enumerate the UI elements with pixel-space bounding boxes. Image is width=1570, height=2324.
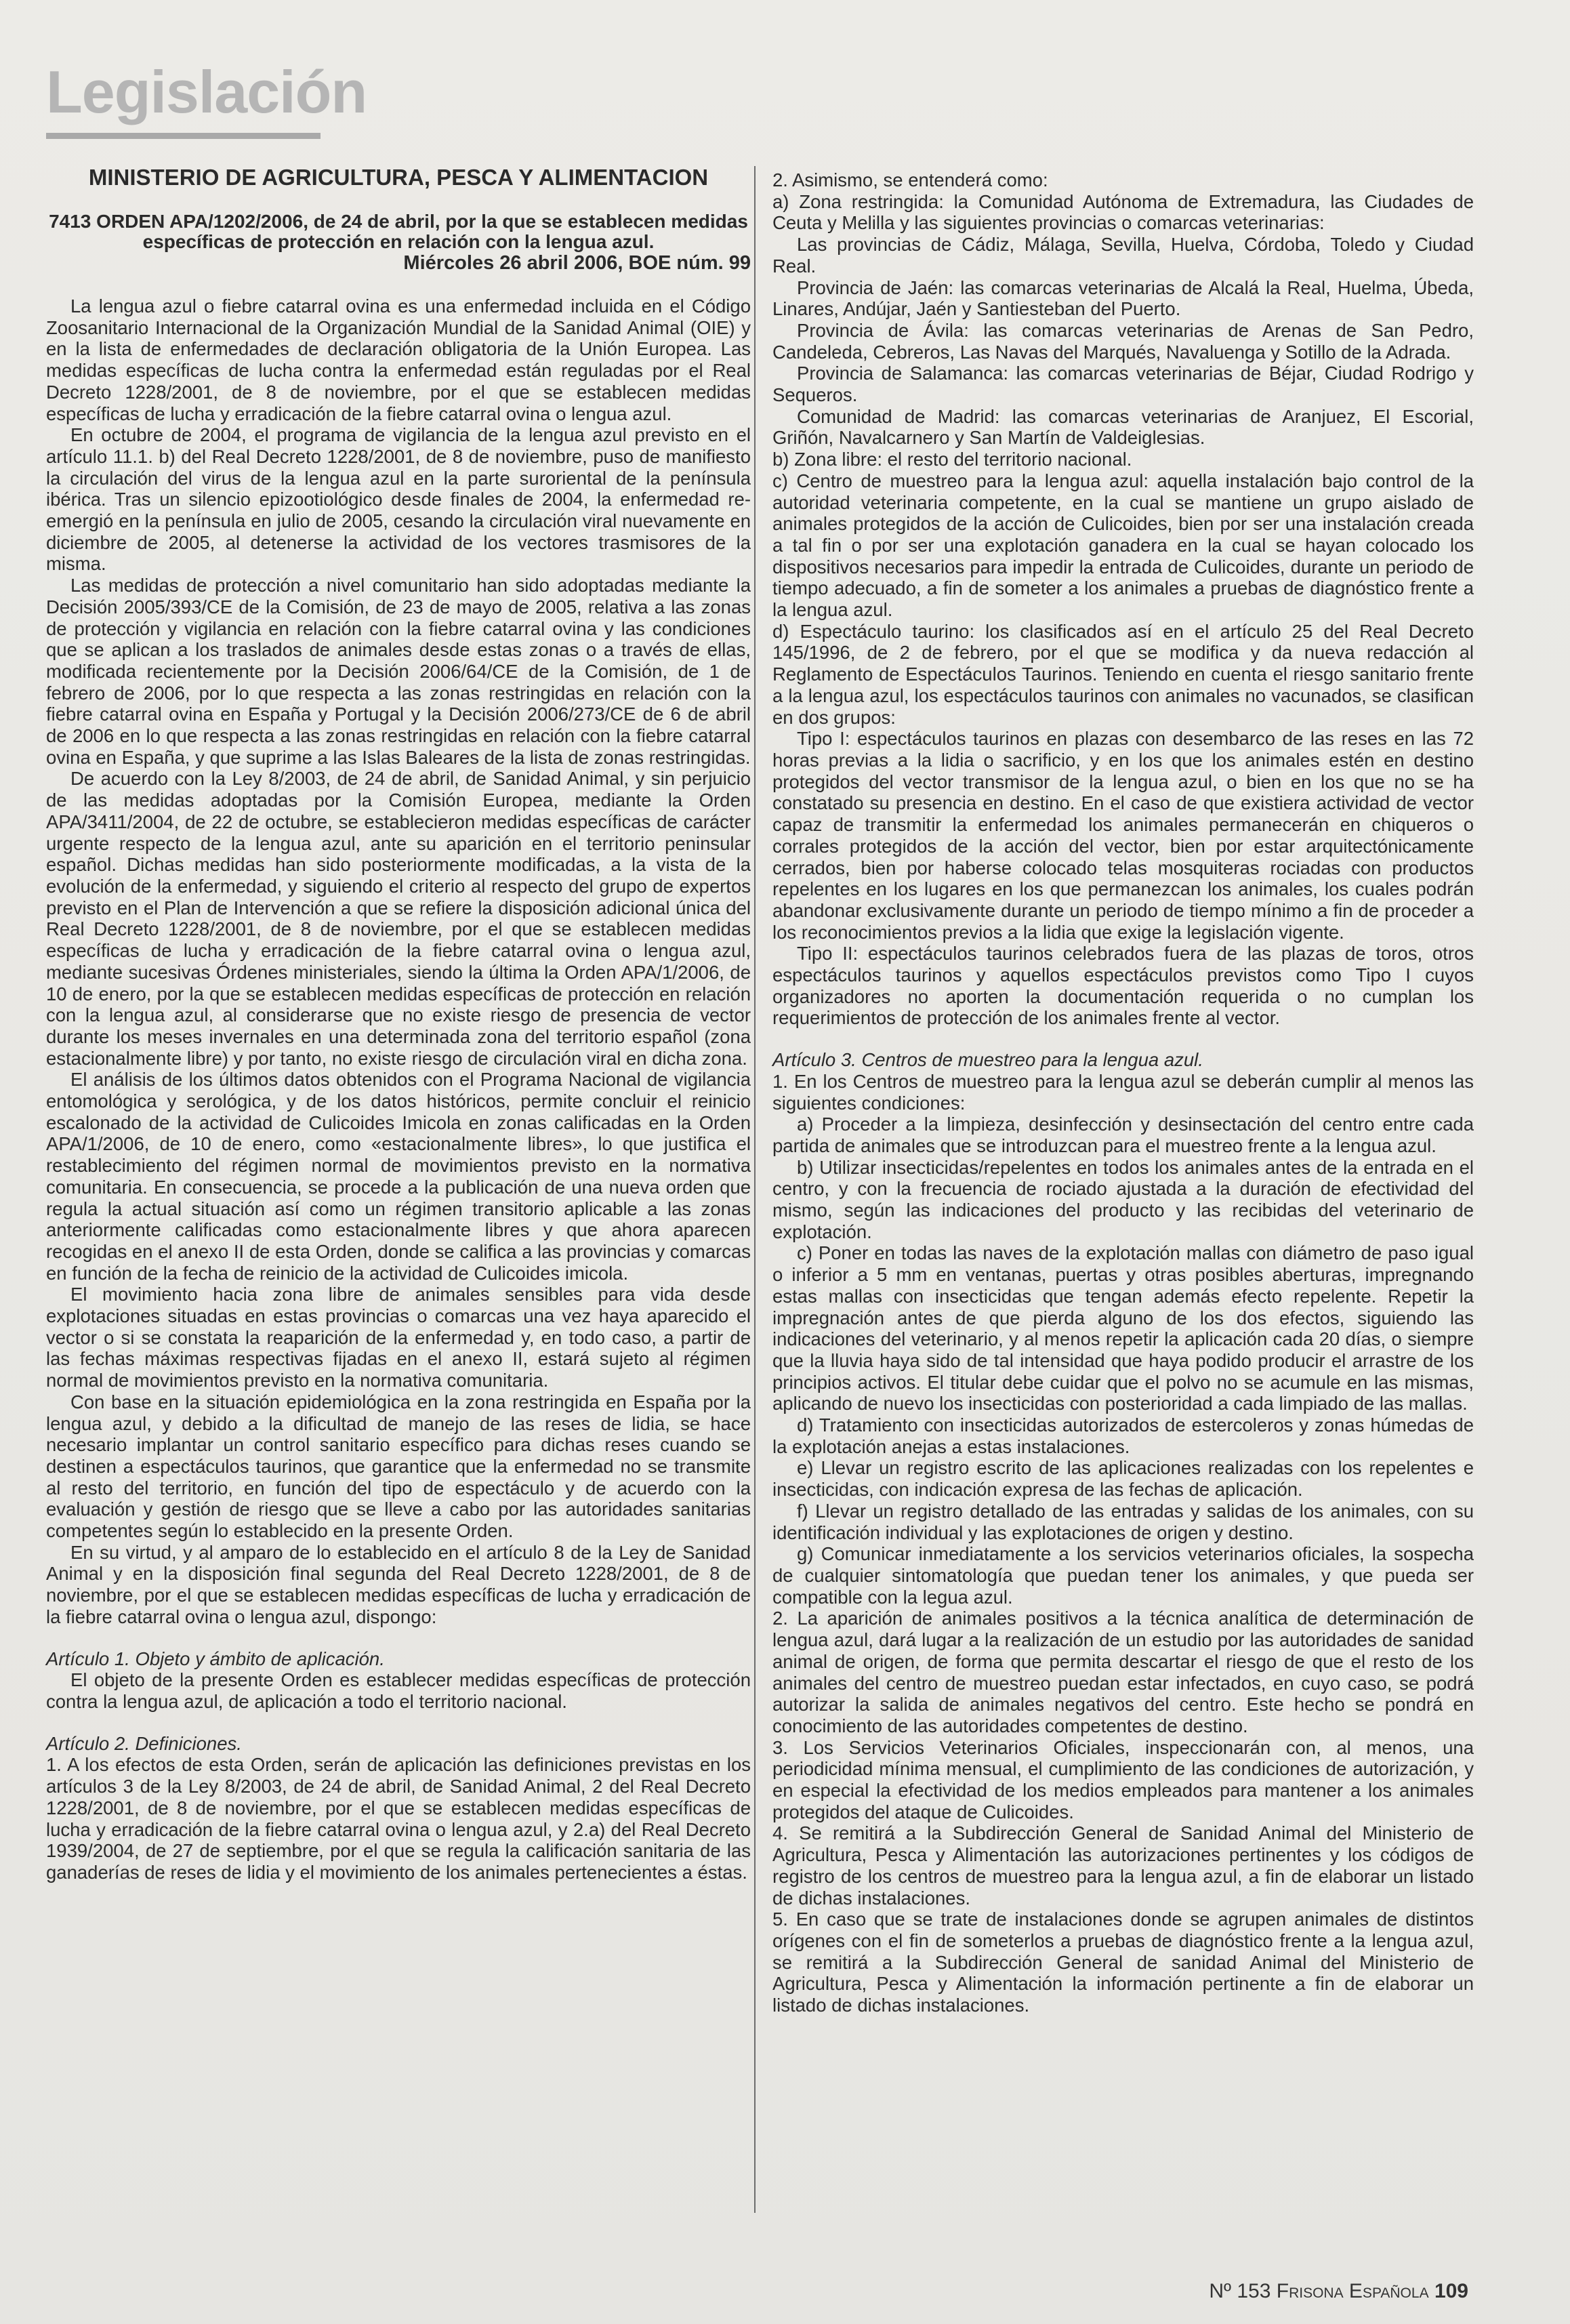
right-paragraph: 2. Asimismo, se entenderá como: bbox=[772, 169, 1048, 190]
order-title: 7413 ORDEN APA/1202/2006, de 24 de abril, por la que se establecen medidas específicas de protección en relación con la lengua azul. bbox=[49, 211, 748, 252]
right-paragraph: 1. En los Centros de muestreo para la lengua azul se deberán cumplir al menos las siguientes condiciones: bbox=[772, 1070, 1474, 1114]
right-paragraph: Tipo II: espectáculos taurinos celebrados fuera de las plazas de toros, otros espectáculos taurinos y aquellos espectáculos previstos como Tipo I cuyos organizadores no aporten la documentación requerida o no cumplan los requerimientos de protección de los animales frente al vector. bbox=[772, 943, 1474, 1029]
left-paragraph: Las medidas de protección a nivel comunitario han sido adoptadas mediante la Decisión 2005/393/CE de la Comisión, de 23 de mayo de 2005, relativa a las zonas de protección y vigilancia en relación con la fiebre catarral ovina y las condiciones que se aplican a los traslados de animales desde estas zonas o a través de ellas, modificada recientemente por la Decisión 2006/64/CE de la Comisión, de 1 de febrero de 2006, por lo que respecta a las zonas restringidas en relación con la fiebre catarral ovina en España y Portugal y la Decisión 2006/273/CE de 6 de abril de 2006 en lo que respecta a las zonas restringidas en relación con la fiebre catarral ovina en España, y que suprime a las Islas Baleares de la lista de zonas restringidas. bbox=[46, 575, 751, 768]
left-paragraph: La lengua azul o fiebre catarral ovina es una enfermedad incluida en el Código Zoosanitario Internacional de la Organización Mundial de la Sanidad Animal (OIE) y en la lista de enfermedades de declaración obligatoria de la Unión Europea. Las medidas específicas de lucha contra la enfermedad están reguladas por el Real Decreto 1228/2001, de 8 de noviembre, por el que se establecen medidas específicas de lucha y erradicación de la fiebre catarral ovina o lengua azul. bbox=[46, 295, 751, 424]
article-heading: Artículo 3. Centros de muestreo para la lengua azul. bbox=[772, 1049, 1203, 1071]
right-paragraph: a) Proceder a la limpieza, desinfección y desinsectación del centro entre cada partida de animales que se introduzcan para el muestreo frente a la lengua azul. bbox=[772, 1114, 1474, 1156]
right-paragraph: Las provincias de Cádiz, Málaga, Sevilla, Huelva, Córdoba, Toledo y Ciudad Real. bbox=[772, 234, 1474, 277]
right-column-body bbox=[772, 169, 1474, 2016]
right-paragraph: d) Tratamiento con insecticidas autorizados de estercoleros y zonas húmedas de la explotación anejas a estas instalaciones. bbox=[772, 1414, 1474, 1457]
left-paragraph: El objeto de la presente Orden es establecer medidas específicas de protección contra la lengua azul, de aplicación a todo el territorio nacional. bbox=[46, 1669, 751, 1712]
left-paragraph: En octubre de 2004, el programa de vigilancia de la lengua azul previsto en el artículo 11.1. b) del Real Decreto 1228/2001, de 8 de noviembre, puso de manifiesto la circulación del virus de la lengua azul en la parte suroriental de la península ibérica. Tras un silencio epizootiológico desde finales de 2004, la enfermedad re-emergió en la península en julio de 2005, cesando la circulación viral nuevamente en diciembre de 2005, al detenerse la actividad de los vectores trasmisores de la misma. bbox=[46, 424, 751, 575]
article-heading: Artículo 2. Definiciones. bbox=[46, 1732, 242, 1754]
right-paragraph: f) Llevar un registro detallado de las entradas y salidas de los animales, con su identificación individual y las explotaciones de origen y destino. bbox=[772, 1500, 1474, 1543]
right-paragraph: 3. Los Servicios Veterinarios Oficiales, inspeccionarán con, al menos, una periodicidad mínima mensual, el cumplimiento de las condiciones de autorización, y en especial la efectividad de los medios empleados para mantener a los animales protegidos del ataque de Culicoides. bbox=[772, 1736, 1474, 1822]
right-paragraph: e) Llevar un registro escrito de las aplicaciones realizadas con los repelentes e insecticidas, con indicación expresa de las fechas de aplicación. bbox=[772, 1457, 1474, 1501]
right-paragraph: c) Centro de muestreo para la lengua azul: aquella instalación bajo control de la autoridad veterinaria competente, en la cual se mantiene un grupo aislado de animales protegidos de la acción de Culicoides, bien por ser una instalación creada a tal fin o por ser una explotación ganadera en la cual se hayan colocado los dispositivos necesarios para impedir la entrada de Culicoides, durante un periodo de tiempo adecuado, a fin de someter a los animales a pruebas de diagnóstico frente a la lengua azul. bbox=[772, 470, 1474, 621]
ministry-heading: MINISTERIO DE AGRICULTURA, PESCA Y ALIMENTACION bbox=[88, 165, 709, 190]
right-paragraph: Provincia de Jaén: las comarcas veterinarias de Alcalá la Real, Huelma, Úbeda, Linares, Andújar, Jaén y Santiesteban del Puerto. bbox=[772, 277, 1474, 320]
right-paragraph: c) Poner en todas las naves de la explotación mallas con diámetro de paso igual o inferior a 5 mm en ventanas, puertas y otras posibles aberturas, impregnando estas mallas con insecticidas que tengan además efecto repelente. Repetir la impregnación antes de que pierda alguno de los dos efectos, siguiendo las indicaciones del veterinario, y al menos repetir la aplicación cada 20 días, o siempre que la lluvia haya sido de tal intensidad que haya podido producir el arrastre de los principios activos. El titular debe cuidar que el polvo no se acumule en las mismas, aplicando de nuevo los insecticidas con posterioridad a cada limpiado de las mallas. bbox=[772, 1242, 1474, 1414]
right-paragraph: Tipo I: espectáculos taurinos en plazas con desembarco de las reses en las 72 horas previas a la lidia o sacrificio, y en los que los animales estén en destino protegidos del vector transmisor de la lengua azul, o bien en los que no se ha constatado su presencia en destino. En el caso de que existiera actividad de vector capaz de transmitir la enfermedad los animales permanecerán en chiqueros o corrales protegidos de la acción del vector, bien por estar arquitectónicamente cerrados, bien por haberse colocado telas mosquiteras rociadas con productos repelentes en los lugares en los que permanezcan los animales, los cuales podrán abandonar exclusivamente durante un periodo de tiempo mínimo a fin de proceder a los reconocimientos previos a la lidia que exige la legislación vigente. bbox=[772, 728, 1474, 943]
left-column-body bbox=[46, 295, 751, 1883]
publication-date: Miércoles 26 abril 2006, BOE núm. 99 bbox=[403, 252, 751, 274]
page-number: 109 bbox=[1434, 2280, 1468, 2302]
issue-number: Nº 153 bbox=[1209, 2280, 1271, 2302]
right-paragraph: b) Zona libre: el resto del territorio nacional. bbox=[772, 449, 1132, 470]
left-paragraph: De acuerdo con la Ley 8/2003, de 24 de abril, de Sanidad Animal, y sin perjuicio de las medidas adoptadas por la Comisión Europea, mediante la Orden APA/3411/2004, de 22 de octubre, se establecieron medidas específicas de carácter urgente respecto de la lengua azul, ante su aparición en el territorio peninsular español. Dichas medidas han sido posteriormente modificadas, a la vista de la evolución de la enfermedad, y siguiendo el criterio al respecto del grupo de expertos previsto en el Plan de Intervención a que se refiere la disposición adicional única del Real Decreto 1228/2001, de 8 de noviembre, por el que se establecen medidas específicas de lucha y erradicación de la fiebre catarral ovina o lengua azul, mediante sucesivas Órdenes ministeriales, siendo la última la Orden APA/1/2006, de 10 de enero, por la que se establecen medidas específicas de protección en relación con la lengua azul, al considerarse que no existe riesgo de presencia de vector durante los meses invernales en una determinada zona del territorio español (zona estacionalmente libre) y por tanto, no existe riesgo de circulación viral en dicha zona. bbox=[46, 768, 751, 1069]
right-paragraph: g) Comunicar inmediatamente a los servicios veterinarios oficiales, la sospecha de cualquier sintomatología que puedan tener los animales, y que pueda ser compatible con la legua azul. bbox=[772, 1543, 1474, 1608]
article-heading: Artículo 1. Objeto y ámbito de aplicación. bbox=[46, 1648, 385, 1669]
right-paragraph: b) Utilizar insecticidas/repelentes en todos los animales antes de la entrada en el centro, y con la frecuencia de rociado ajustada a la duración de efectividad del mismo, según las indicaciones del producto y las recibidas del veterinario de explotación. bbox=[772, 1156, 1474, 1242]
left-column bbox=[46, 166, 751, 1883]
right-paragraph: a) Zona restringida: la Comunidad Autónoma de Extremadura, las Ciudades de Ceuta y Melilla y las siguientes provincias o comarcas veterinarias: bbox=[772, 190, 1474, 234]
right-paragraph: 4. Se remitirá a la Subdirección General de Sanidad Animal del Ministerio de Agricultura, Pesca y Alimentación las autorizaciones pertinentes y los códigos de registro de los centros de muestreo para la lengua azul, a fin de elaborar un listado de dichas instalaciones. bbox=[772, 1822, 1474, 1909]
magazine-name: Frisona Española bbox=[1276, 2280, 1429, 2302]
section-title-rule bbox=[46, 133, 321, 139]
right-paragraph: Comunidad de Madrid: las comarcas veterinarias de Aranjuez, El Escorial, Griñón, Navalcarnero y San Martín de Valdeiglesias. bbox=[772, 405, 1474, 449]
left-paragraph: 1. A los efectos de esta Orden, serán de aplicación las definiciones previstas en los artículos 3 de la Ley 8/2003, de 24 de abril, de Sanidad Animal, 2 del Real Decreto 1228/2001, de 8 de noviembre, por el que se establecen medidas específicas de lucha y erradicación de la fiebre catarral ovina o lengua azul, y 2.a) del Real Decreto 1939/2004, de 27 de septiembre, por el que se regula la calificación sanitaria de las ganaderías de reses de lidia y el movimiento de los animales pertenecientes a éstas. bbox=[46, 1754, 751, 1883]
left-paragraph: Con base en la situación epidemiológica en la zona restringida en España por la lengua azul, y debido a la dificultad de manejo de las reses de lidia, se hace necesario implantar un control sanitario específico para dichas reses cuando se destinen a espectáculos taurinos, que garantice que la enfermedad no se transmite al resto del territorio, en función del tipo de espectáculo y de acuerdo con la evaluación y gestión de riesgo que se lleve a cabo por las autoridades sanitarias competentes según lo establecido en la presente Orden. bbox=[46, 1391, 751, 1542]
left-paragraph: El análisis de los últimos datos obtenidos con el Programa Nacional de vigilancia entomológica y serológica, y de los datos históricos, permite concluir el reinicio escalonado de la actividad de Culicoides Imicola en zonas calificadas en la Orden APA/1/2006, de 10 de enero, como «estacionalmente libres», lo que justifica el restablecimiento del régimen normal de movimientos previsto en la normativa comunitaria. En consecuencia, se procede a la publicación de una nueva orden que regula la actual situación así como un régimen transitorio aplicable a las zonas anteriormente calificadas como estacionalmente libres y que ahora aparecen recogidas en el anexo II de esta Orden, donde se califica a las provincias y comarcas en función de la fecha de reinicio de la actividad de Culicoides imicola. bbox=[46, 1069, 751, 1284]
left-paragraph: En su virtud, y al amparo de lo establecido en el artículo 8 de la Ley de Sanidad Animal y en la disposición final segunda del Real Decreto 1228/2001, de 8 de noviembre, por el que se establecen medidas específicas de lucha y erradicación de la fiebre catarral ovina o lengua azul, dispongo: bbox=[46, 1541, 751, 1627]
right-paragraph: Provincia de Ávila: las comarcas veterinarias de Arenas de San Pedro, Candeleda, Cebreros, Las Navas del Marqués, Navaluenga y Sotillo de la Adrada. bbox=[772, 319, 1474, 363]
section-title: Legislación bbox=[46, 58, 367, 125]
right-column bbox=[772, 169, 1474, 2016]
right-paragraph: 2. La aparición de animales positivos a la técnica analítica de determinación de lengua azul, dará lugar a la realización de un estudio por las autoridades de sanidad animal de origen, de forma que permita descartar el riesgo de que el resto de los animales del centro de muestreo puedan estar infectados, en cuyo caso, se podrá autorizar la salida de animales negativos del centro. Este hecho se pondrá en conocimiento de las autoridades competentes de destino. bbox=[772, 1608, 1474, 1736]
right-paragraph: d) Espectáculo taurino: los clasificados así en el artículo 25 del Real Decreto 145/1996, de 2 de febrero, por el que se modifica y da nueva redacción al Reglamento de Espectáculos Taurinos. Teniendo en cuenta el riesgo sanitario frente a la lengua azul, los espectáculos taurinos con animales no vacunados, se clasifican en dos grupos: bbox=[772, 620, 1474, 728]
right-paragraph: Provincia de Salamanca: las comarcas veterinarias de Béjar, Ciudad Rodrigo y Sequeros. bbox=[772, 363, 1474, 406]
right-paragraph: 5. En caso que se trate de instalaciones donde se agrupen animales de distintos orígenes con el fin de someterlos a pruebas de diagnóstico frente a la lengua azul, se remitirá a la Subdirección General de sanidad Animal del Ministerio de Agricultura, Pesca y Alimentación la información pertinente a fin de elaborar un listado de dichas instalaciones. bbox=[772, 1909, 1474, 2016]
page-footer bbox=[1209, 2280, 1468, 2303]
left-paragraph: El movimiento hacia zona libre de animales sensibles para vida desde explotaciones situadas en estas provincias o comarcas una vez haya aparecido el vector o si se constata la reaparición de la enfermedad y, en todo caso, a partir de las fechas máximas respectivas fijadas en el anexo II, estará sujeto al régimen normal de movimientos previsto en la normativa comunitaria. bbox=[46, 1284, 751, 1391]
column-divider bbox=[754, 166, 756, 2213]
